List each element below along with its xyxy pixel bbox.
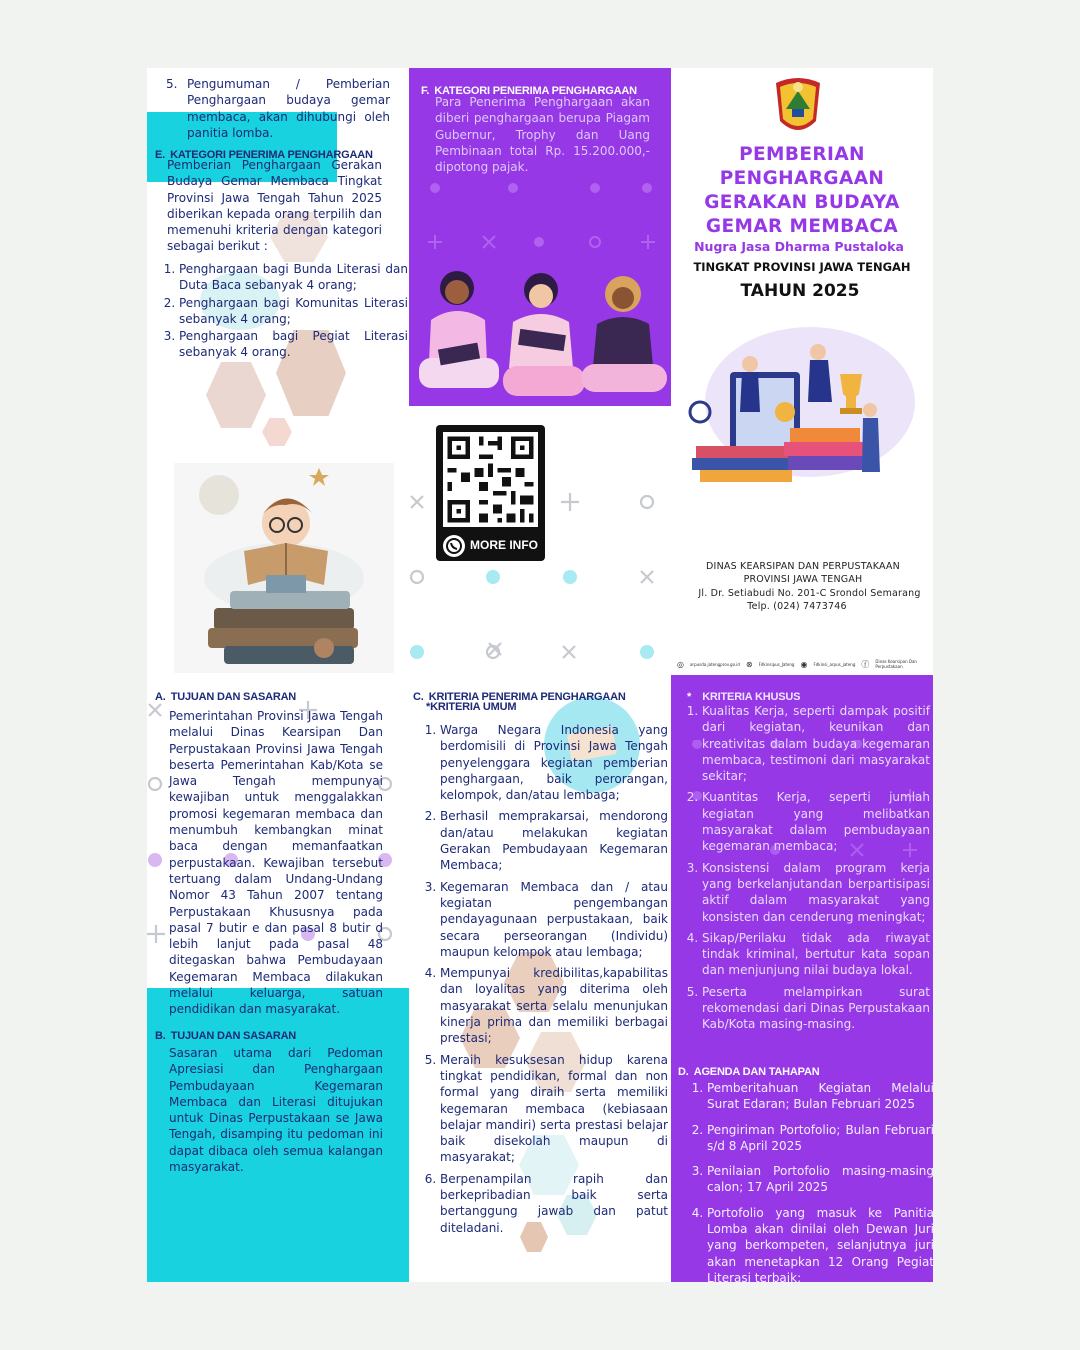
special-criteria-heading xyxy=(687,685,927,704)
org-province: PROVINSI JAWA TENGAH xyxy=(743,574,863,585)
section-f-text: Para Penerima Penghargaan akan diberi penghargaan berupa Piagam Gubernur, Trophy dan Uang Pembinaan total Rp. 15.200.000,- dipotong pajak. xyxy=(435,95,650,175)
cover-level: TINGKAT PROVINSI JAWA TENGAH xyxy=(693,260,911,274)
agenda-item: 4. Portofolio yang masuk ke Panitia Lomba akan dinilai oleh Dewan Juri yang berkompeten, selanjutnya juri akan menetapkan 12 Orang Pegiat Literasi terbaik; xyxy=(707,1205,934,1286)
section-a-text: Pemerintahan Provinsi Jawa Tengah melalui Dinas Kearsipan Dan Perpustakaan Provinsi Jawa Tengah beserta Pemerintahan Kab/Kota se Jawa Tengah mempunyai kewajiban untuk menggalakkan promosi kegemaran membaca dan menumbuh kembangkan minat baca dengan memanfaatkan perpustakaan. Kewajiban tersebut tertuang dalam Undang-Undang Nomor 43 Tahun 2007 tentang Perpustakaan Khususnya pada pasal 7 butir e dan pasal 8 butir d lebih lanjut pada pasal 48 ditegaskan bahwa Pembudayaan Kegemaran Membaca dilakukan melalui keluarga, satuan pendidikan dan masyarakat. xyxy=(169,709,383,1017)
girls-reading-illustration xyxy=(409,258,671,406)
section-title: KRITERIA PENERIMA PENGHARGAAN xyxy=(428,691,626,703)
social-link[interactable]: Dinas Kearsipan Dan Perpustakaan xyxy=(875,659,917,669)
org-name: DINAS KEARSIPAN DAN PERPUSTAKAAN xyxy=(706,561,900,572)
section-b-heading xyxy=(155,1024,395,1043)
item-number: 5. xyxy=(166,77,178,91)
graduation-illustration xyxy=(680,322,920,487)
section-title: TUJUAN DAN SASARAN xyxy=(170,1030,297,1042)
agenda-item: 3. Penilaian Portofolio masing-masing calon; 17 April 2025 xyxy=(707,1163,934,1196)
org-address: Jl. Dr. Setiabudi No. 201-C Srondol Semarang xyxy=(698,588,921,599)
category-item: 3. Penghargaan bagi Pegiat Literasi sebanyak 4 orang. xyxy=(179,328,408,361)
cover-year: TAHUN 2025 xyxy=(740,281,860,301)
x-icon[interactable]: ⊗ xyxy=(745,659,753,669)
section-title: TUJUAN DAN SASARAN xyxy=(170,691,297,703)
criteria-item: 3. Konsistensi dalam program kerja yang berkelanjutandan berpartisipasi aktif dalam masyarakat yang konsisten dan cenderung meningkat; xyxy=(702,860,930,925)
criteria-item: 5. Peserta melampirkan surat rekomendasi dari Dinas Perpustakaan Kab/Kota masing-masing. xyxy=(702,984,930,1033)
agenda-item: 1. Pemberitahuan Kegiatan Melalui Surat Edaran; Bulan Februari 2025 xyxy=(707,1080,934,1113)
section-e-list xyxy=(165,261,408,362)
org-phone: Telp. (024) 7473746 xyxy=(747,601,847,612)
item-text: Pengumuman / Pemberian Penghargaan budaya gemar membaca, akan dihubungi oleh panitia lomba. xyxy=(187,77,390,140)
section-letter: E. xyxy=(155,149,165,161)
criteria-item: 2. Berhasil memprakarsai, mendorong dan/atau melakukan kegiatan Gerakan Pembudayaan Kegemaran Membaca; xyxy=(440,808,668,873)
panel-f-decorations xyxy=(409,175,671,255)
facebook-icon[interactable]: ⓕ xyxy=(861,659,870,669)
agenda-item: 2. Pengiriman Portofolio; Bulan Februari s/d 8 April 2025 xyxy=(707,1122,934,1155)
criteria-item: 5. Meraih kesuksesan hidup karena tingkat pendidikan, formal dan non formal yang diraih serta memiliki kegemaran membaca (kebiasaan belajar mandiri) serta prestasi belajar baik disekolah maupun di masyarakat; xyxy=(440,1052,668,1166)
section-a-heading xyxy=(155,685,395,704)
section-title: AGENDA DAN TAHAPAN xyxy=(693,1066,820,1078)
criteria-item: 4. Sikap/Perilaku tidak ada riwayat tindak kriminal, bertutur kata sopan dan menjunjung nilai budaya lokal. xyxy=(702,930,930,979)
central-java-emblem xyxy=(770,75,826,139)
criteria-item: 3. Kegemaran Membaca dan / atau kegiatan pengembangan pendayagunaan perpustakaan, baik secara perseorangan (Individu) maupun kelompok atau lembaga; xyxy=(440,879,668,960)
section-letter: C. xyxy=(413,691,424,703)
section-b-text: Sasaran utama dari Pedoman Apresiasi dan Penghargaan Pembudayaan Kegemaran Membaca dan Literasi ditujukan untuk Dinas Perpustakaan se Jawa Tengah, disamping itu pedoman ini dapat dibaca oleh semua kalangan masyarakat. xyxy=(169,1046,383,1175)
social-link[interactable]: arpusda.jatengprov.go.id xyxy=(689,661,740,667)
section-title: KATEGORI PENERIMA PENGHARGAAN xyxy=(170,149,373,161)
item-5 xyxy=(166,76,390,141)
social-link[interactable]: Fdkinsi_arpus_jateng xyxy=(813,661,856,667)
section-letter: A. xyxy=(155,691,166,703)
section-letter: B. xyxy=(155,1030,166,1042)
criteria-item: 1. Warga Negara Indonesia yang berdomisili di Provinsi Jawa Tengah penyelenggara kegiatan pemberian penghargaan, baik perorangan, kelompok, dan/atau lembaga; xyxy=(440,722,668,803)
title-line: PENGHARGAAN xyxy=(719,168,885,189)
criteria-item: 4. Mempunyai kredibilitas,kapabilitas dan loyalitas yang diterima oleh masyarakat serta selalu menunjukan kinerja prima dan memiliki berbagai prestasi; xyxy=(440,965,668,1046)
title-line: GEMAR MEMBACA xyxy=(705,216,899,237)
section-d-heading xyxy=(678,1060,918,1079)
criteria-special-list xyxy=(688,703,930,1038)
more-info-label[interactable]: MORE INFO xyxy=(470,538,538,552)
title-line: GERAKAN BUDAYA xyxy=(704,192,900,213)
title-line: PEMBERIAN xyxy=(739,144,865,165)
section-letter: F. xyxy=(421,85,430,97)
category-item: 1. Penghargaan bagi Bunda Literasi dan Duta Baca sebanyak 4 orang; xyxy=(179,261,408,294)
social-links xyxy=(677,658,933,670)
instagram-icon[interactable]: ◉ xyxy=(800,659,808,669)
boy-reading-illustration xyxy=(174,463,394,673)
criteria-item: 2. Kuantitas Kerja, seperti jumlah kegiatan yang melibatkan masyarakat dalam pembudayaan kegemaran membaca; xyxy=(702,789,930,854)
cover-subtitle: Nugra Jasa Dharma Pustaloka xyxy=(694,239,904,254)
bullet-marker: * xyxy=(687,691,692,703)
social-link[interactable]: Fdkinsipus_Jateng xyxy=(758,661,795,667)
criteria-general-list xyxy=(426,722,668,1241)
web-icon[interactable]: ◎ xyxy=(677,659,684,669)
agenda-list xyxy=(691,1080,934,1295)
section-e-intro: Pemberian Penghargaan Gerakan Budaya Gemar Membaca Tingkat Provinsi Jawa Tengah Tahun 2025 diberikan kepada orang terpilih dan memenuhi kriteria dengan kategori sebagai berikut : xyxy=(167,158,382,254)
section-c-subtitle: *KRITERIA UMUM xyxy=(426,701,517,713)
section-title: KRITERIA KHUSUS xyxy=(702,691,801,703)
title-lines xyxy=(672,143,932,239)
section-letter: D. xyxy=(678,1066,689,1078)
cover-title xyxy=(672,143,932,239)
pattern-decoration xyxy=(409,488,671,668)
criteria-item: 6. Berpenampilan rapih dan berkepribadian baik serta bertanggung jawab dan patut diteladani. xyxy=(440,1171,668,1236)
category-item: 2. Penghargaan bagi Komunitas Literasi sebanyak 4 orang; xyxy=(179,295,408,328)
section-title: KATEGORI PENERIMA PENGHARGAAN xyxy=(434,85,637,97)
criteria-item: 1. Kualitas Kerja, seperti dampak positif dari kegiatan, keunikan dan kreativitas dalam budaya kegemaran membaca, testimoni dari masyarakat sekitar; xyxy=(702,703,930,784)
